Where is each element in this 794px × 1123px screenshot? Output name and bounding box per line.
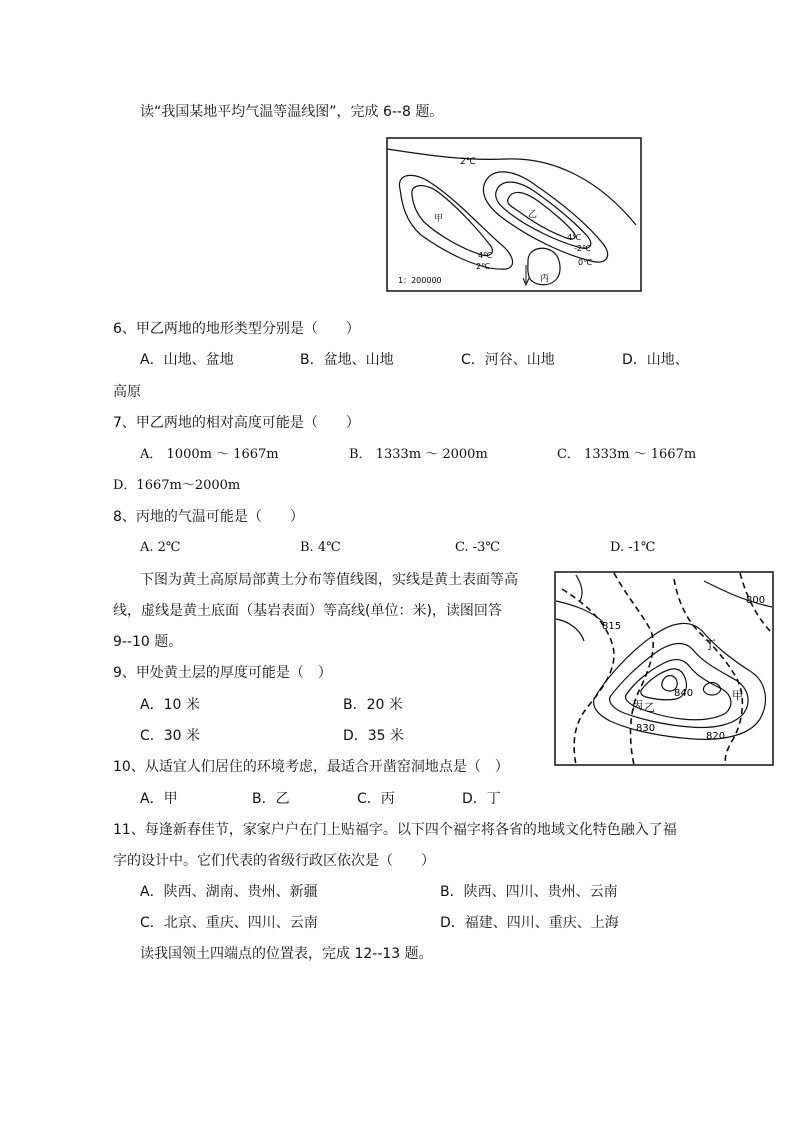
q8-option-a: A. 2℃ [140,540,181,555]
q10-option-a: A．甲 [140,791,178,807]
q8-option-c: C. -3℃ [455,540,500,555]
q10-option-d: D．丁 [462,791,501,807]
q8-option-b: B. 4℃ [300,540,341,555]
map-scale: 1：200000 [398,276,442,285]
q6-option-a: A．山地、盆地 [140,352,234,368]
label-ding: 丁 [704,638,717,652]
label-840: 840 [674,688,694,699]
label-top-2c: 2℃ [460,157,476,167]
label-yi: 乙 [528,210,538,220]
q10-stem: 10、从适宜人们居住的环境考虑，最适合开凿窑洞地点是（ ） [113,759,509,775]
q9-option-d: D．35 米 [343,728,405,744]
q7-option-d: D．1667m～2000m [113,478,241,493]
label-m2c-right: -2℃ [574,244,591,253]
q11-stem-line1: 11、每逢新春佳节，家家户户在门上贴福字。以下四个福字将各省的地域文化特色融入了福 [113,822,677,838]
intro-6-8: 读“我国某地平均气温等温线图”，完成 6--8 题。 [140,104,444,120]
q6-option-d-cont: 高原 [113,384,141,400]
q11-option-b: B．陕西、四川、贵州、云南 [440,884,618,900]
label-yi: 乙 [644,701,655,714]
isotherm-map [386,137,642,292]
q9-stem: 9、甲处黄土层的厚度可能是（ ） [113,665,332,681]
q7-option-b: B． 1333m ～ 2000m [349,447,488,462]
q7-option-a: A． 1000m ～ 1667m [140,447,279,462]
intro-9-10-line1: 下图为黄土高原局部黄土分布等值线图，实线是黄土表面等高 [140,572,518,588]
label-4c-left: 4℃ [478,251,493,260]
label-bing: 丙 [540,274,550,284]
q7-stem: 7、甲乙两地的相对高度可能是（ ） [113,415,360,431]
q7-option-c: C． 1333m ～ 1667m [557,447,697,462]
q6-option-b: B．盆地、山地 [300,352,394,368]
q8-stem: 8、丙地的气温可能是（ ） [113,509,304,525]
loess-contour-map [554,571,774,766]
q9-option-c: C．30 米 [140,728,201,744]
label-830: 830 [636,723,656,734]
q10-option-b: B．乙 [252,791,290,807]
q10-option-c: C．丙 [357,791,395,807]
q6-option-c: C．河谷、山地 [461,352,555,368]
label-815: 815 [602,621,622,632]
q11-option-c: C．北京、重庆、四川、云南 [140,915,318,931]
q11-stem-line2: 字的设计中。它们代表的省级行政区依次是（ ） [113,853,435,869]
q11-option-d: D．福建、四川、重庆、上海 [440,915,619,931]
intro-9-10-line2: 线，虚线是黄土底面（基岩表面）等高线(单位：米)，读图回答 [113,603,502,619]
q8-option-d: D. -1℃ [610,540,656,555]
label-jia: 甲 [732,689,743,702]
q9-option-b: B．20 米 [343,697,403,713]
label-2c-left: 2℃ [476,262,491,271]
intro-12-13: 读我国领土四端点的位置表，完成 12--13 题。 [140,946,433,962]
label-4c-right: 4℃ [567,233,582,242]
q6-stem: 6、甲乙两地的地形类型分别是（ ） [113,321,360,337]
label-820: 820 [706,731,726,742]
label-800: 800 [746,595,766,606]
intro-9-10-line3: 9--10 题。 [113,634,183,650]
q9-option-a: A．10 米 [140,697,200,713]
label-jia: 甲 [434,214,444,224]
q11-option-a: A．陕西、湖南、贵州、新疆 [140,884,318,900]
q6-option-d: D．山地、 [622,352,689,368]
label-bing: 丙 [632,699,643,712]
label-0c-right: 0℃ [578,258,593,267]
